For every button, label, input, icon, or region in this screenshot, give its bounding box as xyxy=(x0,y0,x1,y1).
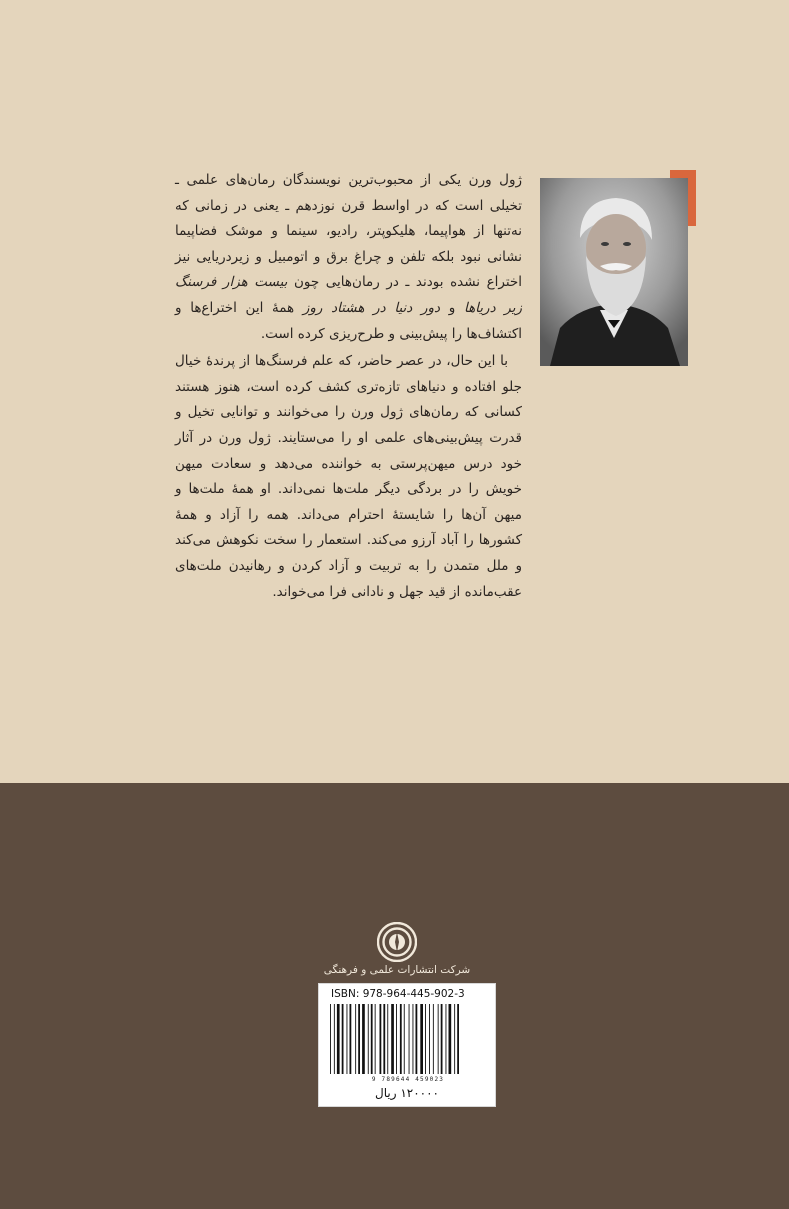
book-title-1: بیست هزار فرسنگ زیر دریاها xyxy=(175,274,522,316)
barcode-bar xyxy=(375,1004,376,1074)
price-text: ۱۲۰۰۰۰ ریال xyxy=(375,1086,439,1100)
barcode-bar xyxy=(380,1004,382,1074)
barcode-bar xyxy=(347,1004,348,1074)
barcode-bar xyxy=(337,1004,340,1074)
barcode-bar xyxy=(350,1004,352,1074)
author-portrait xyxy=(540,170,696,366)
barcode-bar xyxy=(368,1004,369,1074)
barcode-bar xyxy=(334,1004,335,1074)
barcode-bar xyxy=(457,1004,459,1074)
barcode-bar xyxy=(446,1004,447,1074)
portrait-photo xyxy=(540,178,688,366)
barcode-bar xyxy=(425,1004,426,1074)
title-connector: و xyxy=(448,299,456,316)
barcode-bar xyxy=(387,1004,388,1074)
barcode-bar xyxy=(404,1004,405,1074)
barcode-bar xyxy=(391,1004,394,1074)
book-description xyxy=(175,168,522,605)
barcode-bar xyxy=(416,1004,418,1074)
barcode-bar xyxy=(441,1004,443,1074)
barcode-bar xyxy=(362,1004,365,1074)
barcode-bar xyxy=(438,1004,439,1074)
barcode-bar xyxy=(449,1004,452,1074)
para1-end-text: همهٔ این اختراع‌ها و اکتشاف‌ها را پیش‌بینی و طرح‌ریزی کرده است. xyxy=(175,299,522,342)
description-paragraph-1 xyxy=(175,168,522,347)
barcode-bar xyxy=(433,1004,434,1074)
isbn-text: ISBN: 978-964-445-902-3 xyxy=(331,988,465,1000)
barcode-bar xyxy=(396,1004,397,1074)
barcode-bar xyxy=(330,1004,331,1074)
description-paragraph-2: با این حال، در عصر حاضر، که علم فرسنگ‌ها از پرندهٔ خیال جلو افتاده و دنیاهای تازه‌تری کشف کرده است، هنوز هستند کسانی که رمان‌های ژول ورن را می‌خوانند و توانایی تخیل و قدرت پیش‌بینی‌های علمی او را می‌ستایند. ژول ورن در آثار خود درس میهن‌پرستی به خواننده می‌دهد و سعادت میهن خویش را در بردگی دیگر ملت‌ها نمی‌داند. او همهٔ ملت‌ها و میهن آن‌ها را شایستهٔ احترام می‌داند. همه را آزاد و همهٔ کشورها را آباد آرزو می‌کند. استعمار را سخت نکوهش می‌کند و ملل متمدن را به تربیت و آزاد کردن و رهانیدن ملت‌های عقب‌مانده از قید جهل و نادانی فرا می‌خواند. xyxy=(175,353,522,600)
barcode-bar xyxy=(420,1004,423,1074)
barcode-bar xyxy=(355,1004,356,1074)
portrait-illustration xyxy=(540,178,688,366)
publisher-name: شرکت انتشارات علمی و فرهنگی xyxy=(323,964,471,976)
barcode-bar xyxy=(454,1004,455,1074)
barcode-bar xyxy=(371,1004,373,1074)
barcode-digits: 9 789644 459023 xyxy=(371,1076,445,1083)
barcode-bar xyxy=(400,1004,402,1074)
book-title-2: دور دنیا در هشتاد روز xyxy=(302,299,441,316)
barcode-bar xyxy=(409,1004,410,1074)
publisher-logo-icon xyxy=(377,922,417,962)
barcode-bar xyxy=(383,1004,385,1074)
barcode-bar xyxy=(429,1004,430,1074)
barcode-label xyxy=(318,983,496,1107)
barcode-bar xyxy=(342,1004,344,1074)
barcode-bar xyxy=(413,1004,414,1074)
barcode-bar xyxy=(358,1004,360,1074)
para1-text: ژول ورن یکی از محبوب‌ترین نویسندگان رمان‌های علمی ـ تخیلی است که در اواسط قرن نوزدهم ـ یعنی در زمانی که نه‌تنها از هواپیما، هلیکوپتر، رادیو، سینما و موشک فضاپیما نشانی نبود بلکه تلفن و چراغ برق و اتومبیل و زیردریایی نیز اختراع نشده بودند ـ در رمان‌هایی چون xyxy=(175,172,522,291)
barcode-graphic xyxy=(328,1004,488,1074)
